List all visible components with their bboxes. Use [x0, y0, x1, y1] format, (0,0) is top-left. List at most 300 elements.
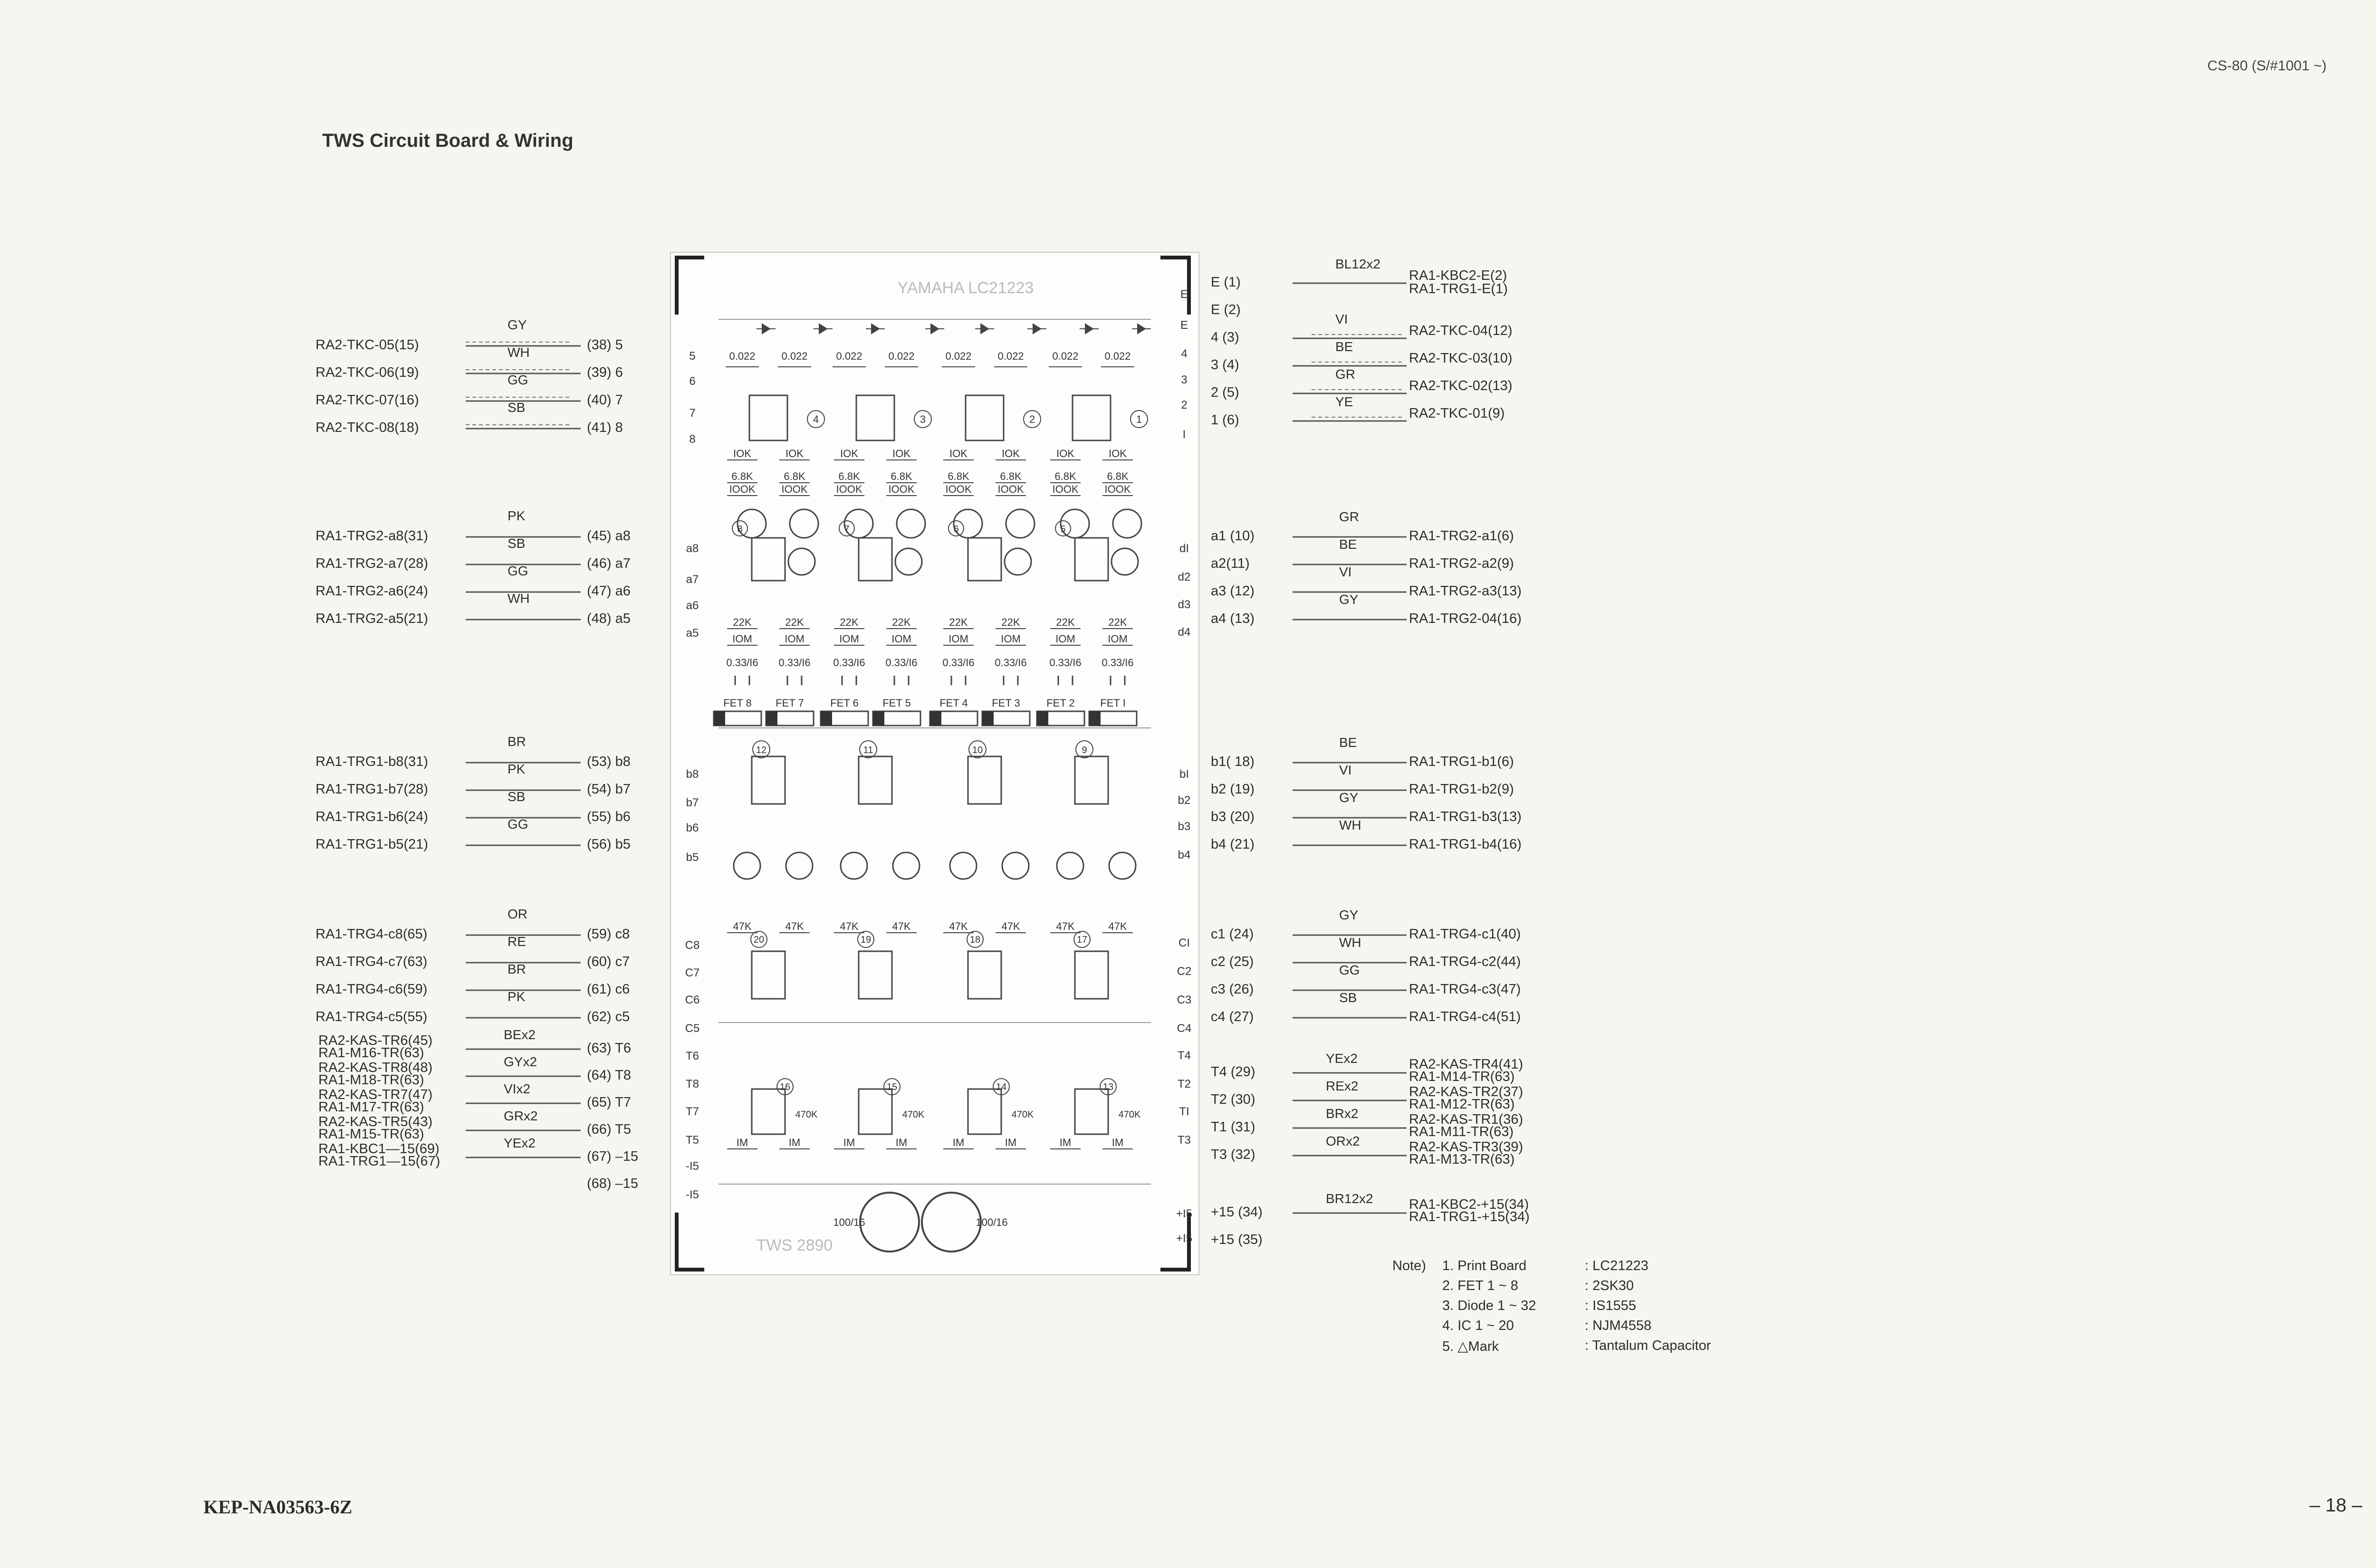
- resistor-label: IOOK: [1104, 483, 1131, 495]
- right-multi-color: YEx2: [1326, 1051, 1358, 1066]
- left-wire-pin: (62) c5: [587, 1009, 630, 1024]
- board-right-pin: TI: [1179, 1105, 1189, 1118]
- ic-package: [856, 395, 894, 440]
- electrolytic-capacitor: [1006, 509, 1035, 538]
- left-wire-label: RA1-TRG4-c7(63): [316, 954, 428, 969]
- left-wire-label: RA1-TRG2-a7(28): [316, 556, 428, 571]
- electrolytic-capacitor: [1005, 548, 1031, 575]
- board-right-pin: +I5: [1176, 1207, 1193, 1220]
- resistor-label: IM: [952, 1137, 965, 1148]
- resistor-label: 47K: [1001, 920, 1020, 932]
- right-multi-label: RA2-KAS-TR1(36): [1409, 1112, 1523, 1127]
- right-wire-pin: c3 (26): [1211, 982, 1254, 997]
- board-left-pin: a6: [686, 599, 699, 612]
- board-silk-bottom: TWS 2890: [756, 1236, 833, 1254]
- board-right-pin: C2: [1177, 965, 1192, 978]
- board-left-pin: a8: [686, 542, 699, 555]
- right-top-color: VI: [1335, 312, 1348, 326]
- board-corner-mark: [1160, 258, 1189, 315]
- ic-package: [968, 538, 1001, 581]
- left-wire-color: BR: [508, 962, 526, 976]
- ic-package: [749, 395, 787, 440]
- left-wire-color: PK: [508, 989, 526, 1004]
- left-wire-label: RA2-TKC-05(15): [316, 337, 419, 353]
- resistor-label: IOOK: [945, 483, 972, 495]
- left-multi-color: GYx2: [504, 1054, 537, 1069]
- ic-number: 13: [1102, 1082, 1114, 1092]
- board-left-pin: 6: [689, 375, 696, 388]
- right-wire-pin: a3 (12): [1211, 583, 1255, 599]
- board-left-pin: a5: [686, 627, 699, 640]
- resistor-label: IOM: [785, 633, 805, 645]
- board-left-pin: -I5: [685, 1160, 699, 1173]
- right-wire-pin: b2 (19): [1211, 782, 1255, 797]
- note-label: 1. Print Board: [1442, 1258, 1527, 1273]
- board-right-pin: 3: [1181, 373, 1188, 386]
- right-wire-pin: b1( 18): [1211, 754, 1255, 769]
- left-wire-label: RA2-TKC-06(19): [316, 365, 419, 380]
- electrolytic-capacitor: [1113, 509, 1141, 538]
- fet-label: FET 7: [776, 697, 804, 709]
- ic-number: 14: [996, 1082, 1007, 1092]
- board-left-pin: 5: [689, 350, 696, 363]
- left-wire-color: SB: [508, 789, 526, 804]
- right-top-color: BL12x2: [1335, 257, 1380, 271]
- board-right-pin: dI: [1179, 542, 1189, 555]
- right-wire-color: GY: [1339, 790, 1359, 805]
- diode: [814, 324, 833, 334]
- ic-number: 5: [1060, 524, 1066, 535]
- electrolytic-capacitor: [790, 509, 818, 538]
- right-wire-label: RA1-TRG2-a2(9): [1409, 556, 1514, 571]
- large-electrolytic-capacitor: [922, 1193, 981, 1252]
- right-wire-pin: a1 (10): [1211, 528, 1255, 544]
- right-wire-label: RA1-TRG4-c2(44): [1409, 954, 1521, 969]
- resistor-label: 470K: [795, 1109, 818, 1120]
- electrolytic-capacitor: [734, 852, 760, 879]
- left-multi-pin: (68) –15: [587, 1176, 639, 1191]
- resistor-label: 470K: [1118, 1109, 1141, 1120]
- right-multi-label: RA1-M14-TR(63): [1409, 1069, 1515, 1084]
- right-wire-label: RA1-TRG2-a3(13): [1409, 583, 1522, 599]
- diode: [1080, 324, 1099, 334]
- right-multi-label: RA1-KBC2-+15(34): [1409, 1197, 1529, 1212]
- right-wire-color: SB: [1339, 990, 1357, 1005]
- board-right-pin: d3: [1178, 598, 1191, 611]
- resistor-label: 6.8K: [891, 470, 912, 482]
- resistor-label: 6.8K: [731, 470, 753, 482]
- ic-number: 17: [1076, 935, 1088, 945]
- cap-label: 0.33/I6: [942, 657, 975, 669]
- right-wire-color: GR: [1339, 509, 1359, 524]
- note-value: : NJM4558: [1585, 1318, 1652, 1333]
- ic-package: [968, 951, 1001, 999]
- left-multi-label: RA1-M18-TR(63): [318, 1072, 424, 1088]
- resistor-label: IOK: [1056, 448, 1074, 459]
- circuit-board: [670, 252, 1199, 1275]
- right-top-label: RA1-TRG1-E(1): [1409, 281, 1508, 296]
- cap-label: 0.33/I6: [1102, 657, 1134, 669]
- right-multi-label: RA1-M13-TR(63): [1409, 1152, 1515, 1167]
- cap-label: 0.022: [729, 350, 756, 362]
- fet-label: FET 8: [723, 697, 752, 709]
- left-multi-color: YEx2: [504, 1136, 536, 1150]
- document-id: KEP-NA03563-6Z: [203, 1496, 353, 1518]
- resistor-label: 6.8K: [1107, 470, 1129, 482]
- left-wire-label: RA1-TRG1-b8(31): [316, 754, 428, 769]
- board-right-pin: b4: [1178, 849, 1191, 861]
- left-wire-pin: (56) b5: [587, 837, 631, 852]
- board-drawing: [671, 253, 1198, 1274]
- board-right-pin: 4: [1181, 347, 1188, 360]
- ic-number: 20: [753, 935, 765, 945]
- resistor-label: 47K: [1108, 920, 1127, 932]
- diode: [1132, 324, 1151, 334]
- right-wire-label: RA1-TRG4-c3(47): [1409, 982, 1521, 997]
- cap-label: 0.022: [1104, 350, 1131, 362]
- right-wire-label: RA1-TRG1-b1(6): [1409, 754, 1514, 769]
- left-wire-color: GG: [508, 564, 528, 578]
- left-wire-pin: (40) 7: [587, 392, 623, 408]
- note-label: 4. IC 1 ~ 20: [1442, 1318, 1514, 1333]
- ic-number: 12: [756, 745, 767, 755]
- board-right-pin: T2: [1177, 1078, 1191, 1090]
- ic-number: 6: [953, 524, 959, 535]
- right-multi-label: RA2-KAS-TR3(39): [1409, 1139, 1523, 1155]
- left-wire-label: RA1-TRG2-a6(24): [316, 583, 428, 599]
- note-value: : LC21223: [1585, 1258, 1648, 1273]
- resistor-label: 22K: [785, 616, 804, 628]
- right-wire-color: BE: [1339, 537, 1357, 552]
- electrolytic-capacitor: [897, 509, 925, 538]
- fet-source-mark: [1089, 711, 1101, 726]
- left-wire-label: RA2-TKC-08(18): [316, 420, 419, 435]
- left-wire-color: SB: [508, 536, 526, 551]
- board-right-pin: d4: [1178, 626, 1191, 639]
- resistor-label: IOK: [1002, 448, 1020, 459]
- left-wire-label: RA1-TRG1-b6(24): [316, 809, 428, 824]
- resistor-label: IOM: [1108, 633, 1128, 645]
- ic-package: [859, 1089, 892, 1134]
- board-left-pin: T6: [685, 1050, 699, 1062]
- right-wire-label: RA1-TRG2-a1(6): [1409, 528, 1514, 544]
- ic-number: 11: [863, 745, 873, 755]
- board-right-pin: T3: [1177, 1134, 1191, 1147]
- cap-label: 0.022: [997, 350, 1024, 362]
- resistor-label: 6.8K: [1054, 470, 1076, 482]
- left-wire-label: RA1-TRG4-c8(65): [316, 927, 428, 942]
- electrolytic-capacitor: [1002, 852, 1029, 879]
- resistor-label: IOM: [948, 633, 968, 645]
- right-top-pin: 3 (4): [1211, 357, 1239, 373]
- board-left-pin: C7: [685, 966, 700, 979]
- resistor-label: 22K: [949, 616, 968, 628]
- left-wire-label: RA1-TRG1-b5(21): [316, 837, 428, 852]
- ic-package: [968, 756, 1001, 804]
- cap-label: 0.33/I6: [995, 657, 1027, 669]
- ic-package: [752, 951, 785, 999]
- right-wire-pin: b3 (20): [1211, 809, 1255, 824]
- left-wire-color: SB: [508, 400, 526, 415]
- cap-label: 0.022: [1052, 350, 1079, 362]
- left-wire-color: BR: [508, 734, 526, 749]
- board-left-pin: T7: [685, 1105, 699, 1118]
- resistor-label: IM: [1005, 1137, 1017, 1148]
- resistor-label: IOOK: [729, 483, 756, 495]
- left-wire-pin: (53) b8: [587, 754, 631, 769]
- diode: [757, 324, 776, 334]
- board-left-pin: 8: [689, 433, 696, 446]
- cap-label: 0.33/I6: [726, 657, 758, 669]
- cap-label: 0.33/I6: [778, 657, 811, 669]
- large-electrolytic-capacitor: [860, 1193, 919, 1252]
- fet-label: FET 5: [882, 697, 911, 709]
- fet-label: FET 6: [830, 697, 859, 709]
- board-corner-mark: [677, 1213, 704, 1270]
- ic-number: 9: [1082, 745, 1087, 755]
- left-multi-color: VIx2: [504, 1081, 531, 1096]
- resistor-label: IOOK: [836, 483, 862, 495]
- board-left-pin: C5: [685, 1022, 700, 1035]
- note-label: 5. △Mark: [1442, 1339, 1499, 1354]
- left-multi-label: RA1-M16-TR(63): [318, 1045, 424, 1061]
- left-wire-pin: (47) a6: [587, 583, 631, 599]
- right-multi-label: RA2-KAS-TR2(37): [1409, 1084, 1523, 1100]
- board-right-pin: E: [1180, 319, 1188, 332]
- board-left-pin: C8: [685, 939, 700, 952]
- resistor-label: 22K: [1056, 616, 1075, 628]
- resistor-label: 470K: [902, 1109, 925, 1120]
- left-wire-pin: (39) 6: [587, 365, 623, 380]
- right-top-label: RA2-TKC-01(9): [1409, 406, 1505, 421]
- ic-package: [1075, 1089, 1108, 1134]
- fet-label: FET 2: [1046, 697, 1075, 709]
- left-multi-label: RA2-KAS-TR7(47): [318, 1087, 433, 1102]
- board-right-pin: CI: [1178, 937, 1190, 949]
- ic-number: 15: [886, 1082, 898, 1092]
- left-wire-label: RA1-TRG4-c6(59): [316, 982, 428, 997]
- left-wire-pin: (45) a8: [587, 528, 631, 544]
- right-top-color: GR: [1335, 367, 1355, 382]
- left-multi-color: BEx2: [504, 1027, 536, 1042]
- right-multi-pin: T3 (32): [1211, 1147, 1255, 1162]
- resistor-label: IOOK: [781, 483, 808, 495]
- fet-source-mark: [714, 711, 725, 726]
- electrolytic-capacitor: [788, 548, 815, 575]
- left-multi-label: RA1-KBC1—15(69): [318, 1141, 440, 1157]
- resistor-label: 47K: [733, 920, 752, 932]
- diode: [1027, 324, 1046, 334]
- right-top-pin: E (2): [1211, 302, 1241, 317]
- resistor-label: 22K: [892, 616, 911, 628]
- left-wire-pin: (48) a5: [587, 611, 631, 626]
- right-wire-color: VI: [1339, 564, 1352, 579]
- right-multi-label: RA1-TRG1-+15(34): [1409, 1209, 1530, 1224]
- left-wire-label: RA1-TRG4-c5(55): [316, 1009, 428, 1024]
- right-wire-color: VI: [1339, 763, 1352, 777]
- note-label: 2. FET 1 ~ 8: [1442, 1278, 1518, 1293]
- right-multi-pin: +15 (34): [1211, 1205, 1263, 1220]
- right-wire-label: RA1-TRG4-c4(51): [1409, 1009, 1521, 1024]
- electrolytic-capacitor: [1111, 548, 1138, 575]
- board-right-pin: b2: [1178, 794, 1191, 807]
- note-value: : Tantalum Capacitor: [1585, 1338, 1711, 1353]
- right-multi-color: BR12x2: [1326, 1191, 1373, 1206]
- left-multi-label: RA2-KAS-TR5(43): [318, 1114, 433, 1129]
- resistor-label: 47K: [949, 920, 968, 932]
- resistor-label: IOK: [1109, 448, 1127, 459]
- resistor-label: IOK: [786, 448, 804, 459]
- electrolytic-capacitor: [786, 852, 813, 879]
- cap-label: 100/16: [833, 1216, 865, 1228]
- right-wire-color: WH: [1339, 818, 1361, 832]
- ic-package: [1075, 951, 1108, 999]
- ic-number: 8: [737, 524, 743, 535]
- right-wire-pin: c2 (25): [1211, 954, 1254, 969]
- board-right-pin: 2: [1181, 399, 1188, 411]
- board-right-pin: bI: [1179, 768, 1189, 781]
- left-wire-pin: (59) c8: [587, 927, 630, 942]
- diode: [925, 324, 944, 334]
- right-multi-color: BRx2: [1326, 1106, 1359, 1121]
- right-top-label: RA1-KBC2-E(2): [1409, 268, 1507, 283]
- right-wire-pin: c4 (27): [1211, 1009, 1254, 1024]
- resistor-label: IOOK: [1052, 483, 1079, 495]
- left-wire-pin: (38) 5: [587, 337, 623, 353]
- right-top-pin: 2 (5): [1211, 385, 1239, 400]
- ic-package: [968, 1089, 1001, 1134]
- page-title: TWS Circuit Board & Wiring: [322, 130, 574, 151]
- fet-source-mark: [930, 711, 941, 726]
- ic-number: 3: [920, 413, 926, 425]
- right-wire-pin: a4 (13): [1211, 611, 1255, 626]
- right-multi-label: RA2-KAS-TR4(41): [1409, 1057, 1523, 1072]
- ic-number: 18: [969, 935, 981, 945]
- board-right-pin: E: [1180, 288, 1188, 301]
- board-right-pin: C4: [1177, 1022, 1192, 1035]
- left-wire-color: RE: [508, 934, 526, 949]
- board-left-pin: b8: [686, 768, 699, 781]
- page-number: – 18 –: [2309, 1495, 2363, 1516]
- ic-package: [859, 756, 892, 804]
- right-top-pin: E (1): [1211, 275, 1241, 290]
- resistor-label: IOM: [732, 633, 752, 645]
- resistor-label: 22K: [1108, 616, 1127, 628]
- right-top-color: YE: [1335, 394, 1353, 409]
- electrolytic-capacitor: [950, 852, 977, 879]
- ic-package: [966, 395, 1004, 440]
- resistor-label: IOOK: [888, 483, 915, 495]
- right-top-color: BE: [1335, 339, 1353, 354]
- resistor-label: 6.8K: [784, 470, 805, 482]
- resistor-label: IM: [843, 1137, 855, 1148]
- resistor-label: IM: [788, 1137, 801, 1148]
- left-multi-label: RA1-M15-TR(63): [318, 1127, 424, 1142]
- right-wire-color: WH: [1339, 935, 1361, 950]
- right-wire-label: RA1-TRG1-b4(16): [1409, 837, 1522, 852]
- resistor-label: 47K: [785, 920, 804, 932]
- right-multi-color: REx2: [1326, 1079, 1359, 1093]
- fet-label: FET I: [1100, 697, 1126, 709]
- right-top-label: RA2-TKC-02(13): [1409, 378, 1513, 393]
- cap-label: 0.022: [888, 350, 915, 362]
- resistor-label: IOM: [1055, 633, 1075, 645]
- board-left-pin: b5: [686, 851, 699, 864]
- right-wire-color: GG: [1339, 963, 1360, 977]
- board-left-pin: 7: [689, 407, 696, 420]
- right-wire-color: GY: [1339, 592, 1359, 607]
- right-top-pin: 1 (6): [1211, 412, 1239, 428]
- fet-label: FET 4: [939, 697, 968, 709]
- resistor-label: 22K: [840, 616, 859, 628]
- left-multi-pin: (67) –15: [587, 1149, 639, 1164]
- left-wire-color: OR: [508, 907, 527, 921]
- cap-label: 0.33/I6: [833, 657, 865, 669]
- right-multi-label: RA1-M11-TR(63): [1409, 1124, 1514, 1139]
- left-multi-pin: (65) T7: [587, 1095, 631, 1110]
- left-multi-pin: (64) T8: [587, 1068, 631, 1083]
- right-top-label: RA2-TKC-03(10): [1409, 351, 1513, 366]
- left-multi-pin: (63) T6: [587, 1041, 631, 1056]
- right-wire-label: RA1-TRG1-b2(9): [1409, 782, 1514, 797]
- resistor-label: 47K: [840, 920, 859, 932]
- fet-source-mark: [821, 711, 832, 726]
- board-right-pin: b3: [1178, 820, 1191, 833]
- board-right-pin: C3: [1177, 994, 1192, 1006]
- board-left-pin: C6: [685, 994, 700, 1006]
- model-label: CS-80 (S/#1001 ~): [2207, 58, 2327, 74]
- board-right-pin: d2: [1178, 571, 1191, 583]
- left-wire-pin: (60) c7: [587, 954, 630, 969]
- ic-number: 2: [1029, 413, 1035, 425]
- fet-source-mark: [766, 711, 777, 726]
- resistor-label: IOM: [891, 633, 911, 645]
- board-left-pin: a7: [686, 573, 699, 586]
- left-wire-pin: (55) b6: [587, 809, 631, 824]
- resistor-label: IM: [736, 1137, 748, 1148]
- ic-number: 19: [860, 935, 872, 945]
- resistor-label: IM: [1059, 1137, 1072, 1148]
- left-multi-label: RA1-TRG1—15(67): [318, 1154, 441, 1169]
- ic-package: [752, 756, 785, 804]
- resistor-label: IOK: [840, 448, 858, 459]
- ic-number: 1: [1136, 413, 1142, 425]
- left-wire-label: RA1-TRG2-a5(21): [316, 611, 428, 626]
- right-multi-label: RA1-M12-TR(63): [1409, 1097, 1515, 1112]
- left-multi-color: GRx2: [504, 1109, 538, 1123]
- electrolytic-capacitor: [895, 548, 922, 575]
- board-left-pin: T5: [685, 1134, 699, 1147]
- resistor-label: IOK: [892, 448, 910, 459]
- right-multi-pin: +15 (35): [1211, 1232, 1263, 1247]
- resistor-label: 470K: [1011, 1109, 1034, 1120]
- ic-package: [1073, 395, 1111, 440]
- ic-package: [1075, 756, 1108, 804]
- left-wire-label: RA1-TRG1-b7(28): [316, 782, 428, 797]
- right-top-pin: 4 (3): [1211, 330, 1239, 345]
- ic-number: 4: [813, 413, 819, 425]
- fet-source-mark: [873, 711, 884, 726]
- left-wire-pin: (61) c6: [587, 982, 630, 997]
- resistor-label: 6.8K: [948, 470, 969, 482]
- cap-label: 0.022: [781, 350, 808, 362]
- board-left-pin: T8: [685, 1078, 699, 1090]
- left-wire-color: WH: [508, 591, 530, 606]
- left-multi-pin: (66) T5: [587, 1122, 631, 1137]
- ic-package: [1075, 538, 1108, 581]
- resistor-label: IM: [895, 1137, 908, 1148]
- board-right-pin: +I5: [1176, 1232, 1193, 1245]
